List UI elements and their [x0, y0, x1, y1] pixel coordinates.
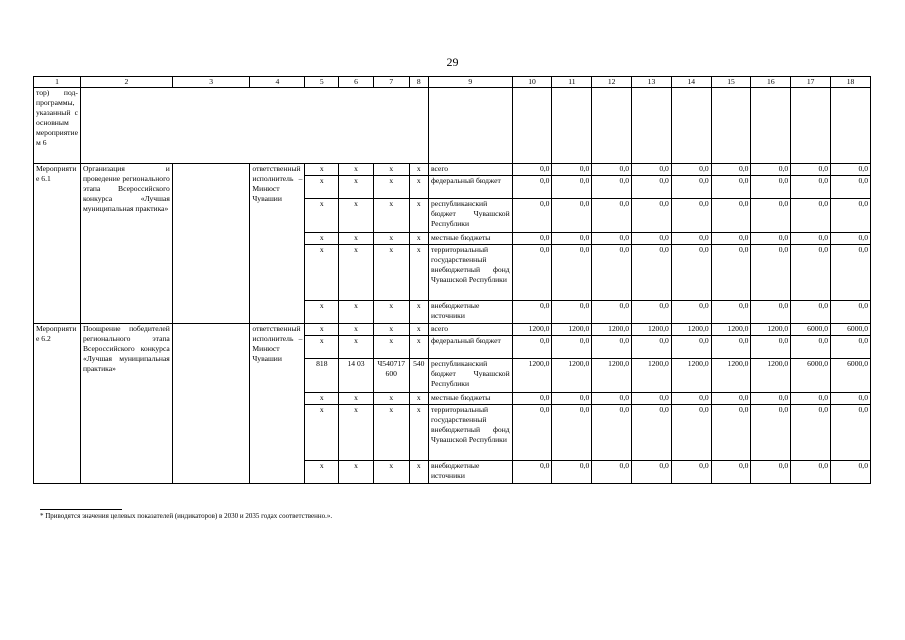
code-target-article: x — [373, 393, 409, 405]
funding-value: 6000,0 — [791, 324, 831, 336]
funding-value: 0,0 — [552, 199, 592, 233]
code-grbs: 818 — [305, 359, 339, 393]
code-section: x — [339, 336, 374, 359]
funding-value: 0,0 — [831, 393, 871, 405]
code-target-article: x — [373, 176, 409, 199]
funding-value: 0,0 — [552, 245, 592, 301]
funding-value: 1200,0 — [552, 359, 592, 393]
code-expense-type: x — [409, 461, 428, 484]
funding-value: 0,0 — [671, 233, 711, 245]
funding-value: 0,0 — [592, 176, 632, 199]
funding-value: 0,0 — [592, 336, 632, 359]
funding-value: 0,0 — [831, 301, 871, 324]
column-number-3: 3 — [172, 77, 250, 88]
column-number-row — [34, 77, 871, 88]
code-section: x — [339, 324, 374, 336]
event-name: Организация и проведение регионального этапа Всероссийского конкурса «Лучшая муниципальная практика» — [80, 164, 172, 324]
funding-value: 0,0 — [632, 233, 672, 245]
event-executor: ответственный исполнитель – Минюст Чувашии — [250, 164, 305, 324]
funding-value: 0,0 — [791, 301, 831, 324]
funding-value: 0,0 — [751, 233, 791, 245]
funding-value: 0,0 — [711, 461, 751, 484]
column-number-13: 13 — [632, 77, 672, 88]
column-number-1: 1 — [34, 77, 81, 88]
funding-value: 0,0 — [711, 336, 751, 359]
footnote-divider — [40, 509, 122, 510]
funding-value: 0,0 — [592, 461, 632, 484]
code-grbs: x — [305, 301, 339, 324]
column-number-12: 12 — [592, 77, 632, 88]
funding-value: 0,0 — [671, 245, 711, 301]
funding-value: 1200,0 — [711, 324, 751, 336]
column-number-8: 8 — [409, 77, 428, 88]
column-number-18: 18 — [831, 77, 871, 88]
funding-source: местные бюджеты — [428, 393, 512, 405]
funding-value: 0,0 — [512, 301, 552, 324]
code-target-article: x — [373, 461, 409, 484]
code-expense-type: 540 — [409, 359, 428, 393]
column-number-6: 6 — [339, 77, 374, 88]
funding-value: 0,0 — [552, 176, 592, 199]
funding-value: 0,0 — [592, 233, 632, 245]
funding-value: 0,0 — [791, 233, 831, 245]
funding-value: 0,0 — [831, 336, 871, 359]
funding-value: 0,0 — [791, 164, 831, 176]
funding-value: 1200,0 — [552, 324, 592, 336]
funding-value: 0,0 — [552, 336, 592, 359]
funding-value: 0,0 — [671, 176, 711, 199]
event-col3 — [172, 324, 250, 484]
funding-source: всего — [428, 164, 512, 176]
funding-value: 0,0 — [552, 301, 592, 324]
funding-value: 0,0 — [552, 405, 592, 461]
funding-value: 0,0 — [751, 393, 791, 405]
funding-value: 6000,0 — [831, 324, 871, 336]
funding-value: 0,0 — [512, 336, 552, 359]
funding-value: 0,0 — [592, 164, 632, 176]
code-expense-type: x — [409, 336, 428, 359]
funding-value: 0,0 — [671, 461, 711, 484]
funding-source: территориальный государственный внебюджетный фонд Чувашской Республики — [428, 245, 512, 301]
column-number-9: 9 — [428, 77, 512, 88]
funding-value: 6000,0 — [831, 359, 871, 393]
page-number: 29 — [446, 55, 459, 69]
code-target-article: x — [373, 336, 409, 359]
code-target-article: x — [373, 324, 409, 336]
code-target-article: x — [373, 233, 409, 245]
funding-value: 0,0 — [632, 461, 672, 484]
column-number-11: 11 — [552, 77, 592, 88]
funding-value: 0,0 — [751, 336, 791, 359]
funding-value: 0,0 — [592, 301, 632, 324]
funding-value: 0,0 — [632, 164, 672, 176]
code-expense-type: x — [409, 245, 428, 301]
code-section: x — [339, 461, 374, 484]
code-target-article: x — [373, 405, 409, 461]
funding-value: 0,0 — [791, 199, 831, 233]
code-grbs: x — [305, 405, 339, 461]
column-number-15: 15 — [711, 77, 751, 88]
funding-value: 0,0 — [711, 245, 751, 301]
funding-value: 0,0 — [671, 199, 711, 233]
column-number-5: 5 — [305, 77, 339, 88]
funding-value: 0,0 — [791, 336, 831, 359]
funding-value: 0,0 — [512, 461, 552, 484]
funding-value: 0,0 — [671, 405, 711, 461]
funding-value: 0,0 — [592, 405, 632, 461]
funding-value: 0,0 — [711, 301, 751, 324]
column-number-16: 16 — [751, 77, 791, 88]
funding-value: 1200,0 — [592, 324, 632, 336]
funding-value: 1200,0 — [671, 324, 711, 336]
code-expense-type: x — [409, 176, 428, 199]
funding-source: федеральный бюджет — [428, 336, 512, 359]
column-number-2: 2 — [80, 77, 172, 88]
program-table — [33, 76, 871, 484]
funding-value: 0,0 — [552, 164, 592, 176]
funding-source: местные бюджеты — [428, 233, 512, 245]
code-section: 14 03 — [339, 359, 374, 393]
funding-value: 0,0 — [632, 393, 672, 405]
funding-value: 1200,0 — [632, 359, 672, 393]
code-section: x — [339, 245, 374, 301]
funding-value: 0,0 — [592, 199, 632, 233]
code-grbs: x — [305, 324, 339, 336]
funding-value: 0,0 — [711, 405, 751, 461]
code-target-article: x — [373, 245, 409, 301]
funding-value: 0,0 — [512, 233, 552, 245]
column-number-17: 17 — [791, 77, 831, 88]
code-grbs: x — [305, 233, 339, 245]
funding-source: внебюджетные источники — [428, 301, 512, 324]
event-col3 — [172, 164, 250, 324]
code-expense-type: x — [409, 199, 428, 233]
funding-value: 0,0 — [512, 199, 552, 233]
funding-value: 1200,0 — [592, 359, 632, 393]
funding-value: 1200,0 — [632, 324, 672, 336]
code-grbs: x — [305, 176, 339, 199]
funding-value: 0,0 — [632, 336, 672, 359]
code-target-article: x — [373, 164, 409, 176]
funding-value: 0,0 — [632, 301, 672, 324]
event-id: Мероприятие 6.1 — [34, 164, 81, 324]
funding-source: территориальный государственный внебюджетный фонд Чувашской Республики — [428, 405, 512, 461]
code-target-article: Ч540717600 — [373, 359, 409, 393]
code-grbs: x — [305, 393, 339, 405]
code-section: x — [339, 405, 374, 461]
funding-value: 0,0 — [552, 233, 592, 245]
funding-value: 0,0 — [751, 164, 791, 176]
funding-source: внебюджетные источники — [428, 461, 512, 484]
funding-value: 0,0 — [632, 176, 672, 199]
event-row — [34, 324, 871, 336]
code-expense-type: x — [409, 405, 428, 461]
footnote: * Приводятся значения целевых показателей (индикаторов) в 2030 и 2035 годах соответственно.». — [40, 512, 333, 520]
column-number-7: 7 — [373, 77, 409, 88]
funding-value: 0,0 — [512, 405, 552, 461]
funding-value: 0,0 — [632, 199, 672, 233]
event-executor: ответственный исполнитель – Минюст Чувашии — [250, 324, 305, 484]
funding-source: федеральный бюджет — [428, 176, 512, 199]
funding-value: 0,0 — [831, 199, 871, 233]
continuation-row — [34, 88, 871, 164]
code-expense-type: x — [409, 164, 428, 176]
funding-value: 0,0 — [831, 233, 871, 245]
funding-value: 0,0 — [751, 461, 791, 484]
event-name: Поощрение победителей регионального этапа Всероссийского конкурса «Лучшая муниципальная практика» — [80, 324, 172, 484]
code-expense-type: x — [409, 324, 428, 336]
funding-value: 0,0 — [552, 393, 592, 405]
funding-source: всего — [428, 324, 512, 336]
funding-value: 0,0 — [751, 301, 791, 324]
column-number-4: 4 — [250, 77, 305, 88]
funding-value: 0,0 — [512, 164, 552, 176]
code-section: x — [339, 164, 374, 176]
funding-value: 0,0 — [831, 461, 871, 484]
code-section: x — [339, 176, 374, 199]
funding-value: 1200,0 — [751, 324, 791, 336]
code-section: x — [339, 301, 374, 324]
funding-value: 1200,0 — [751, 359, 791, 393]
funding-value: 0,0 — [711, 393, 751, 405]
funding-value: 0,0 — [791, 405, 831, 461]
funding-value: 0,0 — [751, 405, 791, 461]
funding-value: 0,0 — [671, 164, 711, 176]
code-grbs: x — [305, 461, 339, 484]
funding-value: 0,0 — [791, 461, 831, 484]
code-section: x — [339, 233, 374, 245]
event-id: Мероприятие 6.2 — [34, 324, 81, 484]
funding-value: 0,0 — [512, 176, 552, 199]
funding-value: 0,0 — [791, 245, 831, 301]
funding-value: 0,0 — [831, 245, 871, 301]
funding-value: 0,0 — [671, 336, 711, 359]
funding-value: 6000,0 — [791, 359, 831, 393]
code-grbs: x — [305, 199, 339, 233]
funding-value: 0,0 — [711, 233, 751, 245]
funding-source: республиканский бюджет Чувашской Республики — [428, 359, 512, 393]
code-expense-type: x — [409, 233, 428, 245]
funding-value: 0,0 — [751, 176, 791, 199]
funding-value: 1200,0 — [512, 359, 552, 393]
funding-value: 0,0 — [632, 245, 672, 301]
funding-value: 0,0 — [671, 393, 711, 405]
funding-value: 0,0 — [592, 245, 632, 301]
funding-value: 0,0 — [711, 199, 751, 233]
column-number-10: 10 — [512, 77, 552, 88]
funding-value: 0,0 — [632, 405, 672, 461]
funding-value: 0,0 — [711, 176, 751, 199]
code-grbs: x — [305, 336, 339, 359]
funding-value: 0,0 — [671, 301, 711, 324]
funding-value: 0,0 — [512, 245, 552, 301]
funding-value: 1200,0 — [512, 324, 552, 336]
funding-value: 0,0 — [552, 461, 592, 484]
code-target-article: x — [373, 199, 409, 233]
continuation-cell: тор) под-программы, указанный с основным мероприятием 6 — [34, 88, 81, 164]
column-number-14: 14 — [671, 77, 711, 88]
code-target-article: x — [373, 301, 409, 324]
code-expense-type: x — [409, 301, 428, 324]
funding-value: 0,0 — [791, 393, 831, 405]
funding-value: 0,0 — [751, 245, 791, 301]
funding-value: 0,0 — [512, 393, 552, 405]
funding-value: 0,0 — [751, 199, 791, 233]
funding-source: республиканский бюджет Чувашской Республики — [428, 199, 512, 233]
funding-value: 0,0 — [711, 164, 751, 176]
funding-value: 0,0 — [592, 393, 632, 405]
funding-value: 0,0 — [831, 405, 871, 461]
code-section: x — [339, 393, 374, 405]
code-grbs: x — [305, 164, 339, 176]
funding-value: 0,0 — [831, 176, 871, 199]
funding-value: 1200,0 — [671, 359, 711, 393]
funding-value: 1200,0 — [711, 359, 751, 393]
code-section: x — [339, 199, 374, 233]
event-row — [34, 164, 871, 176]
funding-value: 0,0 — [791, 176, 831, 199]
code-expense-type: x — [409, 393, 428, 405]
code-grbs: x — [305, 245, 339, 301]
funding-value: 0,0 — [831, 164, 871, 176]
